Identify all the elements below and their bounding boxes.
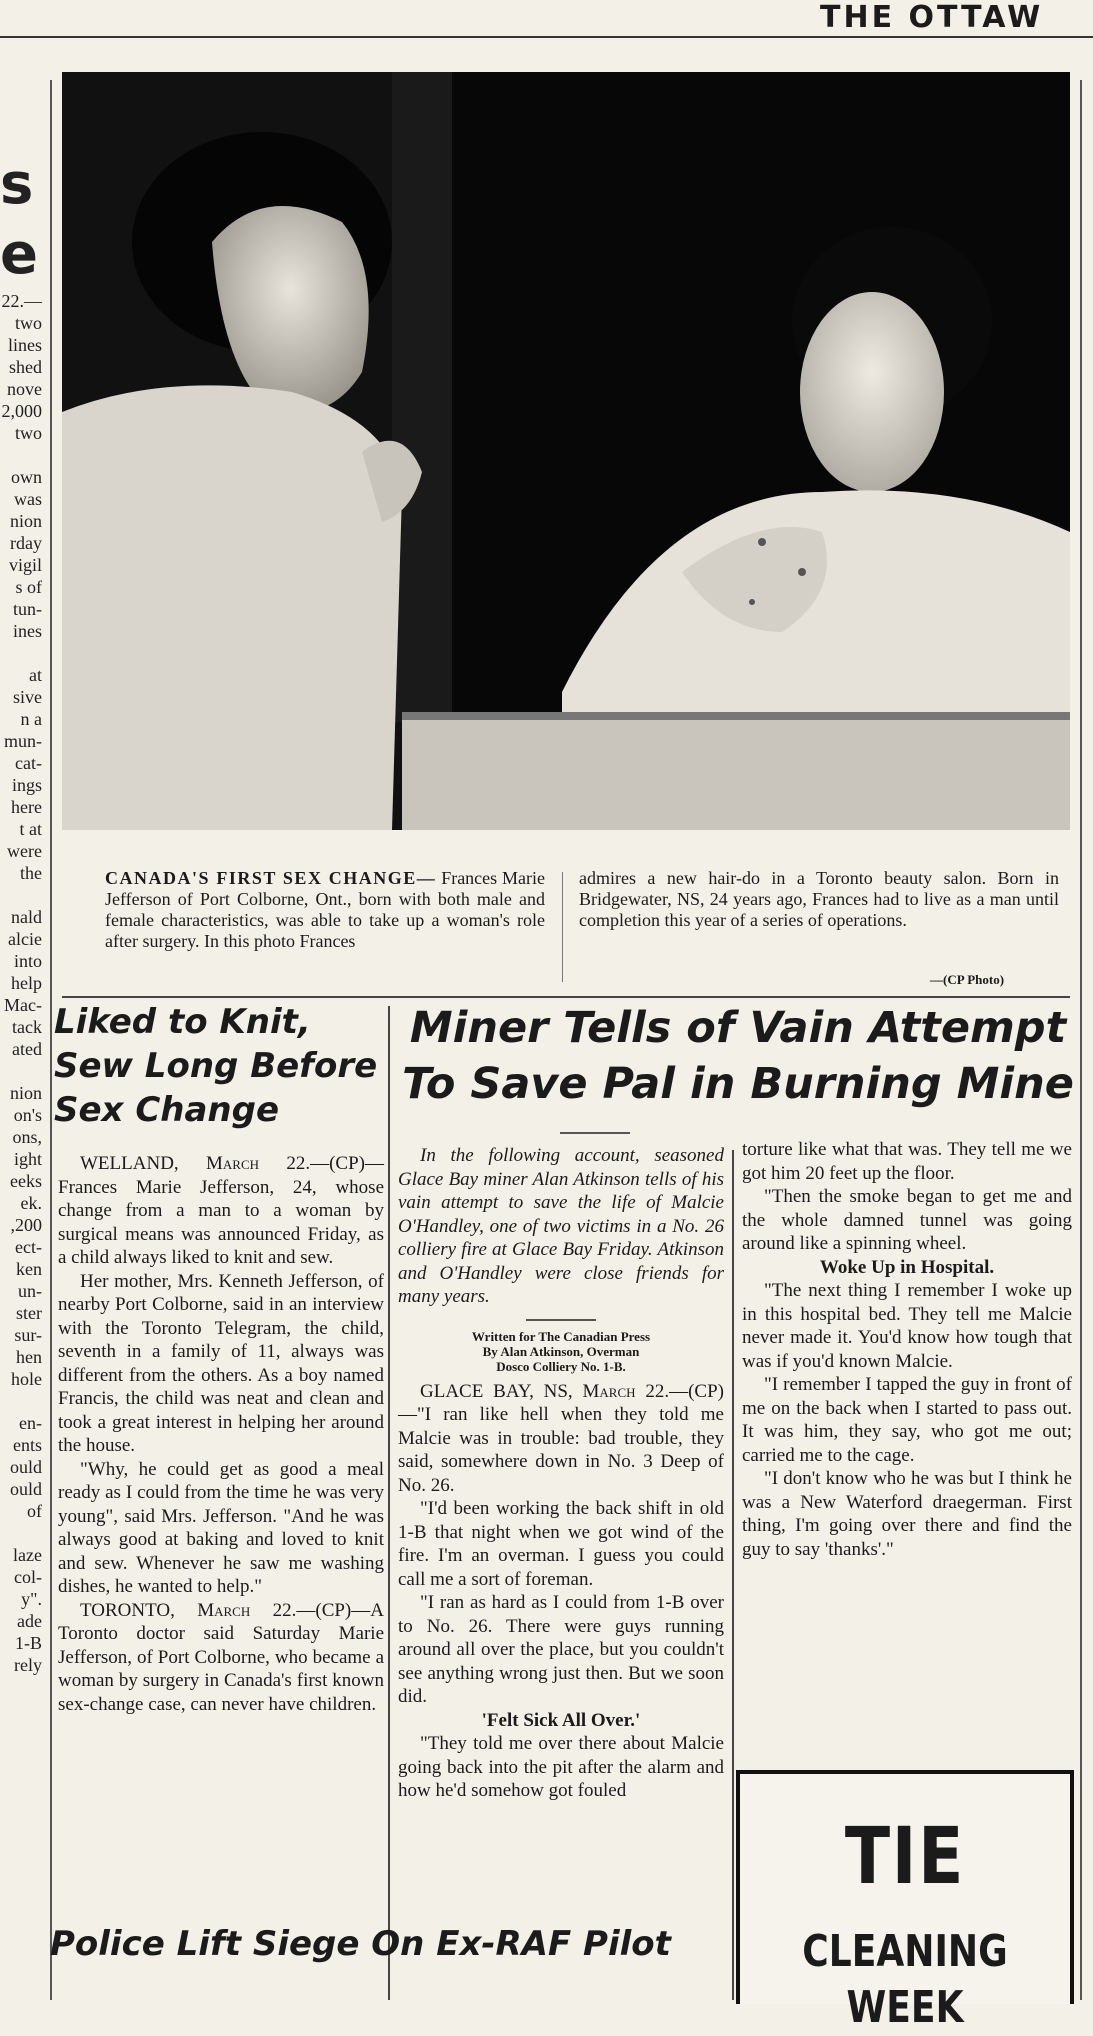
headline-knit: Liked to Knit, Sew Long Before Sex Change [54, 1002, 378, 1130]
fragment-line: ings [11, 775, 42, 795]
story-miner-body-1 [398, 1144, 724, 1803]
fragment-line: mun- [4, 731, 42, 751]
fragment-line: 1-B [15, 1633, 42, 1653]
caption-left-text: Frances Marie Jefferson of Port Colborne, Ont., born with both male and female characteristics, was able to take up a woman's role after surgery. In this photo Frances [105, 868, 546, 951]
paragraph: —"I ran like hell when they told me Malcie was in trouble: bad trouble, they said, somewhere down in No. 3 Deep of No. 26. [398, 1404, 724, 1496]
masthead: THE OTTAW [820, 0, 1044, 35]
fragment-lines [0, 290, 42, 1676]
fragment-line: ek. [20, 1193, 42, 1213]
fragment-line: col- [14, 1567, 42, 1587]
fragment-line: help [11, 973, 42, 993]
paragraph: —A Toronto doctor said Saturday Marie Jefferson, of Port Colborne, who became a woman by surgery in Canada's first known sex-change case, can never have children. [58, 1599, 384, 1715]
fragment-line: alcie [8, 929, 42, 949]
subhead-hospital: Woke Up in Hospital. [819, 1256, 995, 1278]
fragment-line: hen [16, 1347, 42, 1367]
byline-line: By Alan Atkinson, Overman [482, 1343, 640, 1359]
column-rule-left [50, 80, 52, 2000]
byline-line: Dosco Colliery No. 1-B. [496, 1358, 626, 1374]
paragraph: torture like what that was. They tell me we got him 20 feet up the floor. [742, 1139, 1072, 1184]
fragment-line [0, 642, 42, 664]
paragraph: "I remember I tapped the guy in front of me on the back when I started to pass out. It was him, they say, who got me out; carried me to the cage. [742, 1374, 1072, 1466]
fragment-line: were [7, 841, 42, 861]
fragment-line: nion [9, 1083, 42, 1103]
fragment-line: ould [9, 1457, 42, 1477]
paragraph: "Then the smoke began to get me and the whole damned tunnel was going around like a spinning wheel. [742, 1186, 1072, 1254]
fragment-line: ines [13, 621, 42, 641]
intro-rule [526, 1319, 596, 1321]
fragment-line: was [14, 489, 42, 509]
fragment-line: own [11, 467, 42, 487]
fragment-line: two [15, 423, 42, 443]
paragraph: —Frances Marie Jefferson, 24, whose change from a man to a woman by surgical means was announced Friday, as a child always liked to knit and sew. [58, 1153, 384, 1268]
fragment-line: un- [18, 1281, 42, 1301]
fragment-line: sur- [14, 1325, 42, 1345]
story-intro: In the following account, seasoned Glace Bay miner Alan Atkinson tells of his vain attempt to save the life of Malcie O'Handley, one of two victims in a No. 26 colliery fire at Glace Bay Friday. Atkinson and O'Handley were close friends for many years. [398, 1145, 724, 1307]
paragraph: "The next thing I remember I woke up in this hospital bed. They tell me Malcie never made it. You'd know how tough that was if you'd known Malcie. [742, 1280, 1072, 1372]
caption-rule [62, 996, 1070, 998]
fragment-line: ents [13, 1435, 42, 1455]
fragment-line: en- [19, 1413, 42, 1433]
dateline-welland: WELLAND, March 22.—(CP) [80, 1153, 365, 1174]
top-rule [0, 36, 1093, 38]
fragment-line: on's [13, 1105, 42, 1125]
paragraph: "I ran as hard as I could from 1-B over to No. 26. There were guys running around all over the place, but you couldn't see anything wrong just then. But we soon did. [398, 1592, 724, 1707]
fragment-line: ould [9, 1479, 42, 1499]
column-separator-1 [388, 1006, 390, 2000]
headline-police: Police Lift Siege On Ex-RAF Pilot [50, 1924, 671, 1964]
fragment-line: ight [13, 1149, 42, 1169]
fragment-line: 22.— [1, 291, 42, 311]
fragment-big-1: s [0, 152, 34, 217]
fragment-line [0, 1060, 42, 1082]
fragment-line: nove [7, 379, 42, 399]
fragment-line: ster [16, 1303, 42, 1323]
fragment-line: ect- [15, 1237, 42, 1257]
fragment-line: the [20, 863, 42, 883]
fragment-line: shed [9, 357, 42, 377]
caption-kicker: CANADA'S FIRST SEX CHANGE— [105, 868, 437, 888]
fragment-line: y". [21, 1589, 42, 1609]
fragment-line: rely [14, 1655, 42, 1675]
caption-left [105, 868, 545, 952]
fragment-line: cat- [15, 753, 42, 773]
caption-separator [562, 872, 563, 982]
fragment-line: n a [20, 709, 42, 729]
paragraph: "Why, he could get as good a meal ready as I could from the time he was very young", said Mrs. Jefferson. "And he was always good at baking and loved to knit and sew. Whenever he saw me washing dishes, he wanted to help." [58, 1458, 384, 1597]
subhead-felt-sick: 'Felt Sick All Over.' [481, 1709, 641, 1731]
tie-cleaning-ad [736, 1770, 1074, 2033]
paragraph: "They told me over there about Malcie going back into the pit after the alarm and how he'd somehow got fouled [398, 1733, 724, 1801]
fragment-line: rday [10, 533, 42, 553]
fragment-line: vigil [8, 555, 42, 575]
story-miner-body-2 [742, 1138, 1072, 1561]
caption-right-text: admires a new hair-do in a Toronto beauty salon. Born in Bridgewater, NS, 24 years ago, Frances had to live as a man until completion this year of a series of operations. [579, 868, 1059, 930]
byline-line: Written for The Canadian Press [471, 1328, 651, 1344]
fragment-line: ons, [12, 1127, 42, 1147]
fragment-line: sive [13, 687, 42, 707]
fragment-line: t at [19, 819, 42, 839]
fragment-line: ade [17, 1611, 42, 1631]
paragraph: "I'd been working the back shift in old 1-B that night when we got wind of the fire. I'm an overman. I guess you could call me a sort of foreman. [398, 1498, 724, 1590]
fragment-big-2: e [0, 222, 38, 287]
dateline-glace-bay: GLACE BAY, NS, March 22.—(CP) [420, 1380, 724, 1402]
fragment-line: tun- [13, 599, 42, 619]
ad-line-2: CLEANING WEEK [802, 1926, 1008, 2033]
fragment-line: of [27, 1501, 42, 1521]
fragment-line: at [29, 665, 42, 685]
paragraph: "I don't know who he was but I think he was a New Waterford draegerman. First thing, I'm going over there and find the guy to say 'thanks'." [742, 1468, 1072, 1560]
fragment-line: eeks [10, 1171, 42, 1191]
fragment-line: ,200 [10, 1215, 42, 1235]
fragment-line: lines [8, 335, 42, 355]
photo-credit: —(CP Photo) [930, 972, 1005, 987]
fragment-line: nald [11, 907, 42, 927]
fragment-line: 2,000 [1, 401, 42, 421]
fragment-line: hole [11, 1369, 42, 1389]
fragment-line: into [13, 951, 42, 971]
fragment-line: two [15, 313, 42, 333]
fragment-line: ken [16, 1259, 42, 1279]
photo-two-women-mirror-icon [62, 72, 1070, 830]
fragment-line: here [11, 797, 42, 817]
fragment-line [0, 884, 42, 906]
left-column-fragments [0, 150, 42, 2000]
fragment-line: s of [15, 577, 42, 597]
fragment-line: nion [9, 511, 42, 531]
column-rule-right [1080, 80, 1082, 2000]
fragment-line: ated [12, 1039, 42, 1059]
fragment-line [0, 1390, 42, 1412]
story-knit-body [58, 1152, 384, 1716]
fragment-line: Mac- [4, 995, 42, 1015]
byline [398, 1329, 724, 1374]
ad-line-1: TIE [844, 1812, 966, 1902]
headline-rule [560, 1132, 630, 1134]
headline-miner: Miner Tells of Vain Attempt To Save Pal in Burning Mine [402, 1003, 1074, 1109]
column-separator-2 [732, 1150, 734, 2000]
fragment-line [0, 1522, 42, 1544]
paragraph: Her mother, Mrs. Kenneth Jefferson, of nearby Port Colborne, said in an interview with the Toronto Telegram, the child, seventh in a family of 11, always was different from the others. As a boy named Francis, the child was neat and clean and took a great interest in helping her around the house. [58, 1270, 384, 1456]
fragment-line: tack [12, 1017, 42, 1037]
dateline-toronto: TORONTO, March 22.—(CP) [80, 1599, 352, 1621]
fragment-line [0, 444, 42, 466]
news-photo [62, 72, 1070, 830]
fragment-line: laze [13, 1545, 42, 1565]
